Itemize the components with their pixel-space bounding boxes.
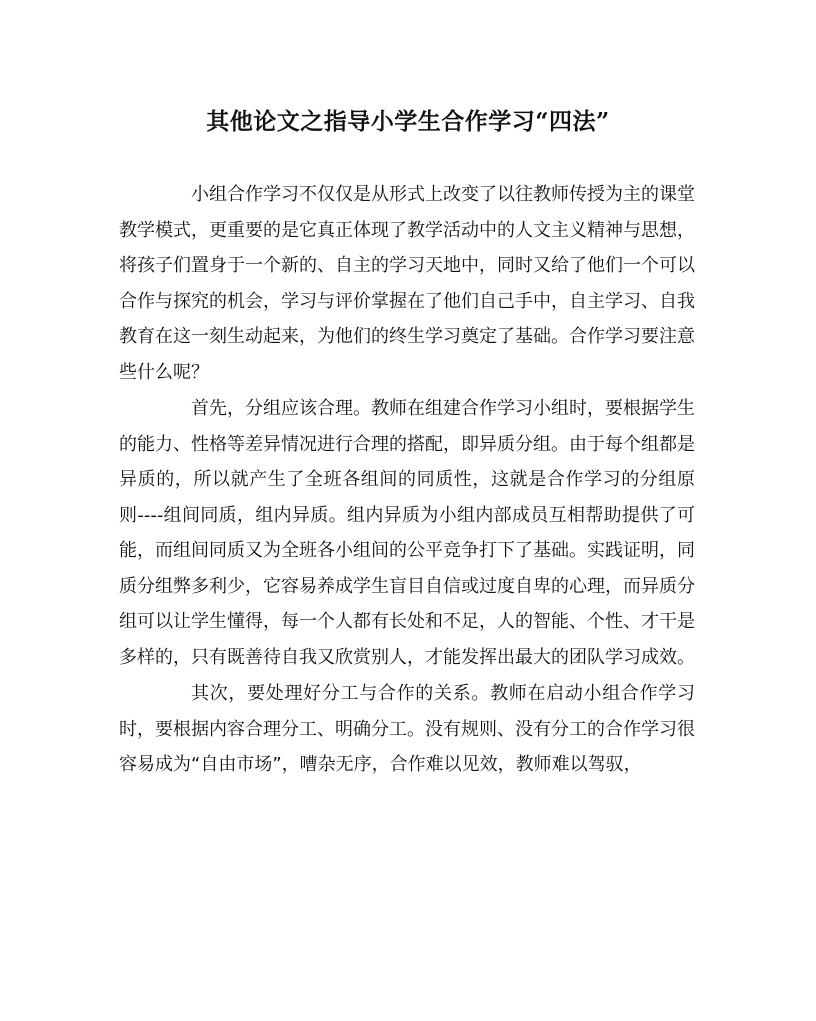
document-title: 其他论文之指导小学生合作学习“四法” xyxy=(206,108,610,135)
paragraph-intro: 小组合作学习不仅仅是从形式上改变了以往教师传授为主的课堂教学模式，更重要的是它真正体现了教学活动中的人文主义精神与思想，将孩子们置身于一个新的、自主的学习天地中，同时又给了他们一个可以合作与探究的机会，学习与评价掌握在了他们自己手中，自主学习、自我教育在这一刻生动起来，为他们的终生学习奠定了基础。合作学习要注意些什么呢？ xyxy=(119,184,695,383)
paragraph-second-method: 其次，要处理好分工与合作的关系。教师在启动小组合作学习时，要根据内容合理分工、明确分工。没有规则、没有分工的合作学习很容易成为“自由市场”，嘈杂无序，合作难以见效，教师难以驾驭， xyxy=(119,683,695,775)
paragraph-first-method: 首先，分组应该合理。教师在组建合作学习小组时，要根据学生的能力、性格等差异情况进行合理的搭配，即异质分组。由于每个组都是异质的，所以就产生了全班各组间的同质性，这就是合作学习的分组原则----组间同质，组内异质。组内异质为小组内部成员互相帮助提供了可能，而组间同质又为全班各小组间的公平竞争打下了基础。实践证明，同质分组弊多利少，它容易养成学生盲目自信或过度自卑的心理，而异质分组可以让学生懂得，每一个人都有长处和不足，人的智能、个性、才干是多样的，只有既善待自我又欣赏别人，才能发挥出最大的团队学习成效。 xyxy=(119,398,695,668)
document-body xyxy=(119,177,695,784)
